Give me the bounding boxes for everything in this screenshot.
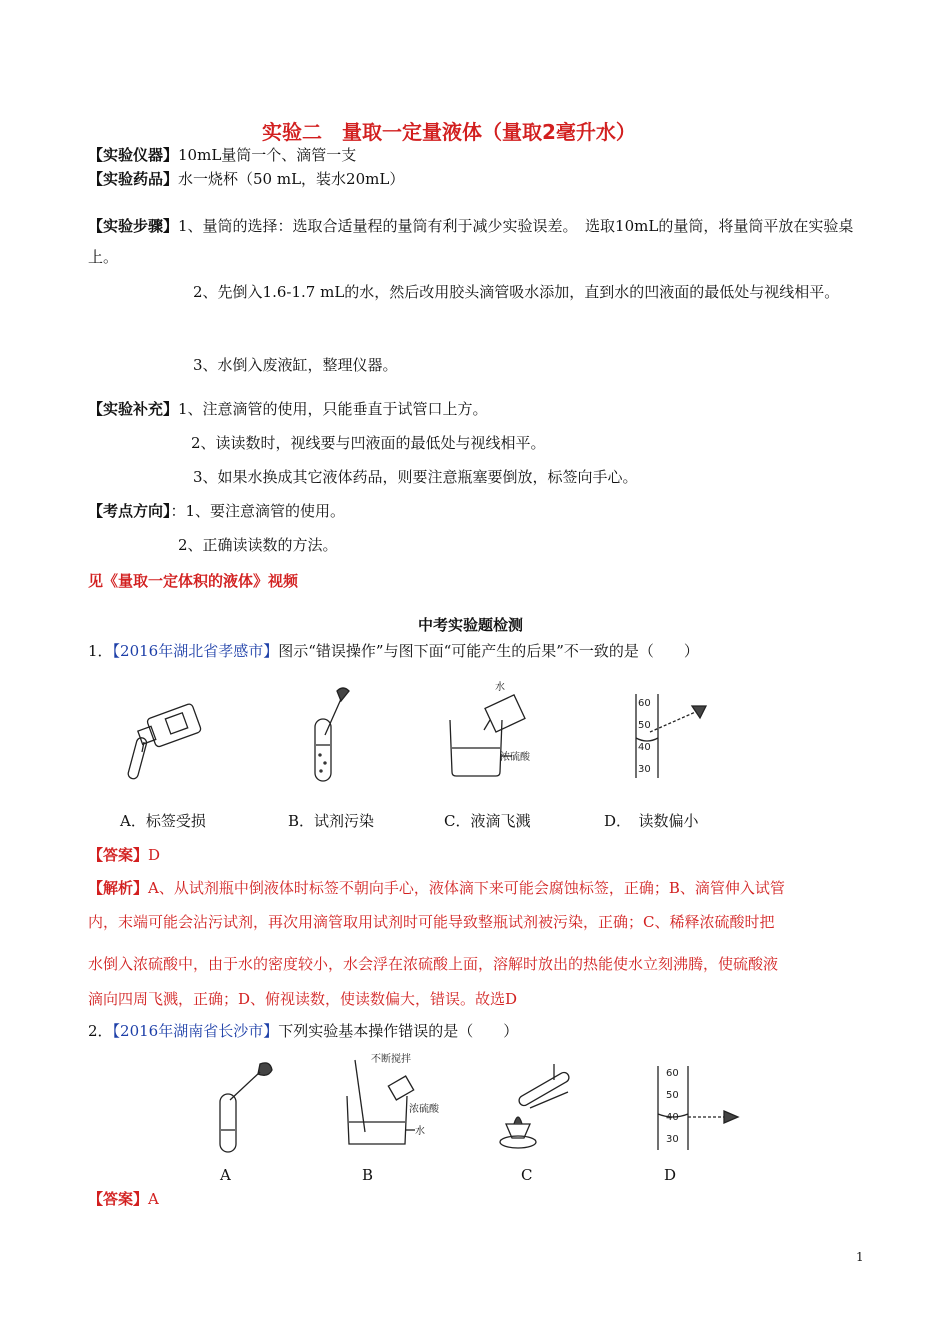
q1-option-d: D． 读数偏小 [604, 812, 699, 830]
steps-step3: 3、水倒入废液缸，整理仪器。 [193, 356, 398, 374]
exam-points-s1: ：1、要注意滴管的使用。 [170, 502, 346, 520]
q1-figure-a [120, 700, 210, 785]
q1-analysis-line1 [88, 877, 785, 898]
q1-fig-tick-50: 50 [638, 720, 651, 731]
q2-figure-c [490, 1058, 590, 1153]
exam-points-line1 [88, 500, 345, 521]
q1-fig-tick-60: 60 [638, 698, 651, 709]
q2-answer-label: 【答案】 [88, 1190, 149, 1208]
reagents-line [88, 168, 404, 189]
q1-answer [88, 844, 160, 865]
q2-fig-acid-label: 浓硫酸 [409, 1104, 439, 1115]
supplement-line3: 3、如果水换成其它液体药品，则要注意瓶塞要倒放，标签向手心。 [193, 468, 638, 486]
q1-fig-tick-30: 30 [638, 764, 651, 775]
q1-figure-d [630, 692, 710, 782]
q2-text: 下列实验基本操作错误的是（ ） [278, 1022, 519, 1040]
q1-analysis-line3: 水倒入浓硫酸中，由于水的密度较小，水会浮在浓硫酸上面，溶解时放出的热能使水立刻沸腾，使硫酸液 [88, 955, 779, 973]
q1-number: 1． [88, 642, 113, 660]
steps-label: 【实验步骤】 [88, 217, 179, 235]
steps-step2: 2、先倒入1.6-1.7 mL的水，然后改用胶头滴管吸水添加，直到水的凹液面的最低处与视线相平。 [193, 283, 840, 301]
q1-fig-acid-label: 浓硫酸 [500, 752, 530, 763]
apparatus-text: 10mL量筒一个、滴管一支 [178, 146, 357, 164]
q1-analysis-label: 【解析】 [88, 879, 149, 897]
steps-step1 [88, 211, 868, 273]
q1-option-c: C．液滴飞溅 [444, 812, 531, 830]
apparatus-label: 【实验仪器】 [88, 146, 179, 164]
q2-stem [88, 1020, 518, 1041]
q2-number: 2． [88, 1022, 113, 1040]
q2-fig-stir-label: 不断搅拌 [371, 1054, 411, 1065]
exam-points-label: 【考点方向】 [88, 502, 171, 520]
supplement-line1 [88, 398, 488, 419]
steps-s1-text: 1、量筒的选择：选取合适量程的量筒有利于减少实验误差。 选取10mL的量筒，将量筒平放在实验桌上。 [88, 217, 854, 266]
q2-option-c: C [521, 1166, 533, 1184]
q1-analysis-line4: 滴向四周飞溅，正确；D、俯视读数，使读数偏大，错误。故选D [88, 990, 518, 1008]
q2-option-a: A [220, 1166, 231, 1184]
q2-figure-a [210, 1060, 280, 1155]
q1-fig-water-label: 水 [495, 682, 505, 693]
q2-fig-tick-50: 50 [666, 1090, 679, 1101]
q1-option-a: A．标签受损 [120, 812, 206, 830]
q1-text: 图示“错误操作”与图下面“可能产生的后果”不一致的是（ ） [278, 642, 699, 660]
q1-answer-label: 【答案】 [88, 846, 149, 864]
q2-figure-d [652, 1064, 752, 1154]
q1-figure-b [305, 685, 355, 785]
q2-answer-value: A [148, 1190, 159, 1208]
supplement-label: 【实验补充】 [88, 400, 179, 418]
page-number: 1 [856, 1250, 864, 1264]
section-title: 中考实验题检测 [418, 616, 524, 634]
q2-answer [88, 1188, 159, 1209]
q2-fig-tick-60: 60 [666, 1068, 679, 1079]
q2-fig-tick-30: 30 [666, 1134, 679, 1145]
q1-stem [88, 640, 699, 661]
q2-fig-water-label: 水 [415, 1126, 425, 1137]
q1-source: 【2016年湖北省孝感市】 [112, 642, 279, 660]
q1-option-b: B．试剂污染 [288, 812, 375, 830]
q1-analysis-text1: A、从试剂瓶中倒液体时标签不朝向手心，液体滴下来可能会腐蚀标签，正确；B、滴管伸入试管 [148, 879, 785, 897]
q1-figure-c [440, 680, 550, 780]
reagents-text: 水一烧杯（50 mL，装水20mL） [178, 170, 405, 188]
q2-option-b: B [362, 1166, 374, 1184]
video-note: 见《量取一定体积的液体》视频 [88, 572, 299, 590]
supplement-s1: 1、注意滴管的使用，只能垂直于试管口上方。 [178, 400, 488, 418]
q2-option-d: D [664, 1166, 677, 1184]
q2-source: 【2016年湖南省长沙市】 [112, 1022, 279, 1040]
apparatus-line [88, 144, 356, 165]
exam-points-line2: 2、正确读读数的方法。 [178, 536, 338, 554]
q2-figure-b [335, 1052, 445, 1152]
q1-analysis-line2: 内，末端可能会沾污试剂，再次用滴管取用试剂时可能导致整瓶试剂被污染，正确；C、稀释浓硫酸时把 [88, 913, 775, 931]
reagents-label: 【实验药品】 [88, 170, 179, 188]
page-title: 实验二 量取一定量液体（量取2毫升水） [262, 120, 636, 144]
supplement-line2: 2、读读数时，视线要与凹液面的最低处与视线相平。 [191, 434, 546, 452]
q2-fig-tick-40: 40 [666, 1112, 679, 1123]
q1-answer-value: D [148, 846, 161, 864]
q1-fig-tick-40: 40 [638, 742, 651, 753]
